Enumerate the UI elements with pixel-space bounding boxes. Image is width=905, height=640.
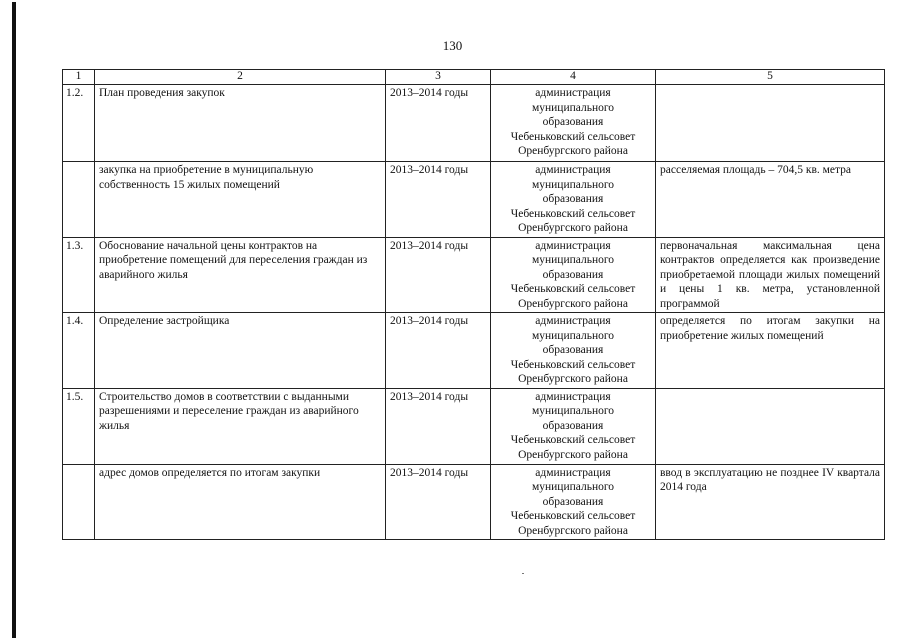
item-number: 1.5. — [63, 388, 95, 464]
responsible-line: Оренбургского района — [518, 524, 628, 537]
responsible-line: Оренбургского района — [518, 448, 628, 461]
item-number: 1.2. — [63, 85, 95, 162]
item-number — [63, 162, 95, 238]
result-cell: расселяемая площадь – 704,5 кв. метра — [656, 162, 885, 238]
result-cell: первоначальная максимальная цена контрактов определяется как произведение приобретаемой площади жилых помещений и цены 1 кв. метра, установленной программой — [656, 237, 885, 313]
period-cell: 2013–2014 годы — [386, 85, 491, 162]
responsible-line: Оренбургского района — [518, 373, 628, 385]
responsible-line: образования — [542, 419, 604, 432]
responsible-line: администрация — [535, 164, 611, 176]
responsible-line: образования — [542, 193, 604, 205]
scan-speck — [522, 573, 524, 574]
responsible-cell — [491, 237, 656, 313]
result-cell — [656, 388, 885, 464]
responsible-line: Чебеньковский сельсовет — [510, 358, 636, 371]
responsible-line: муниципального — [531, 481, 615, 493]
column-number: 1 — [63, 70, 95, 85]
column-number-row — [63, 70, 885, 85]
table-row — [63, 237, 885, 313]
responsible-line: Оренбургского района — [518, 297, 628, 310]
table-row — [63, 313, 885, 389]
responsible-line: Чебеньковский сельсовет — [510, 207, 636, 220]
period-cell: 2013–2014 годы — [386, 313, 491, 389]
responsible-cell — [491, 313, 656, 389]
responsible-line: администрация — [535, 390, 611, 403]
responsible-line: образования — [542, 116, 604, 128]
responsible-line: Чебеньковский сельсовет — [510, 283, 636, 295]
table-row — [63, 85, 885, 162]
responsible-line: муниципального — [531, 329, 615, 342]
responsible-cell — [491, 464, 656, 540]
result-cell: определяется по итогам закупки на приобретение жилых помещений — [656, 313, 885, 389]
responsible-line: Чебеньковский сельсовет — [510, 434, 636, 446]
table-row — [63, 162, 885, 238]
responsible-line: образования — [542, 268, 604, 281]
item-number: 1.4. — [63, 313, 95, 389]
responsible-line: муниципального — [531, 254, 615, 266]
action-cell: адрес домов определяется по итогам закупки — [95, 464, 386, 540]
action-cell: Определение застройщика — [95, 313, 386, 389]
responsible-line: муниципального — [531, 178, 615, 191]
action-cell: Строительство домов в соответствии с выданными разрешениями и переселение граждан из аварийного жилья — [95, 388, 386, 464]
plan-table — [62, 69, 885, 540]
period-cell: 2013–2014 годы — [386, 162, 491, 238]
table-row — [63, 464, 885, 540]
responsible-line: образования — [542, 344, 604, 356]
responsible-line: администрация — [535, 239, 611, 252]
responsible-line: администрация — [535, 315, 611, 327]
responsible-line: администрация — [535, 87, 611, 99]
column-number: 5 — [656, 70, 885, 85]
responsible-line: Чебеньковский сельсовет — [510, 130, 636, 143]
column-number: 4 — [491, 70, 656, 85]
responsible-line: Чебеньковский сельсовет — [510, 510, 636, 522]
responsible-line: Оренбургского района — [518, 222, 628, 234]
responsible-cell — [491, 85, 656, 162]
action-cell: закупка на приобретение в муниципальную собственность 15 жилых помещений — [95, 162, 386, 238]
table-row — [63, 388, 885, 464]
result-cell — [656, 85, 885, 162]
responsible-line: Оренбургского района — [518, 145, 628, 157]
item-number: 1.3. — [63, 237, 95, 313]
responsible-line: администрация — [535, 466, 611, 479]
responsible-line: образования — [542, 495, 604, 508]
period-cell: 2013–2014 годы — [386, 237, 491, 313]
page-edge-bar — [12, 2, 16, 638]
action-cell: Обоснование начальной цены контрактов на приобретение помещений для переселения граждан из аварийного жилья — [95, 237, 386, 313]
responsible-cell — [491, 388, 656, 464]
result-cell: ввод в эксплуатацию не позднее IV квартала 2014 года — [656, 464, 885, 540]
period-cell: 2013–2014 годы — [386, 388, 491, 464]
column-number: 2 — [95, 70, 386, 85]
column-number: 3 — [386, 70, 491, 85]
responsible-line: муниципального — [531, 101, 615, 114]
item-number — [63, 464, 95, 540]
responsible-cell — [491, 162, 656, 238]
period-cell: 2013–2014 годы — [386, 464, 491, 540]
responsible-line: муниципального — [531, 405, 615, 417]
action-cell: План проведения закупок — [95, 85, 386, 162]
page-number: 130 — [442, 38, 463, 53]
